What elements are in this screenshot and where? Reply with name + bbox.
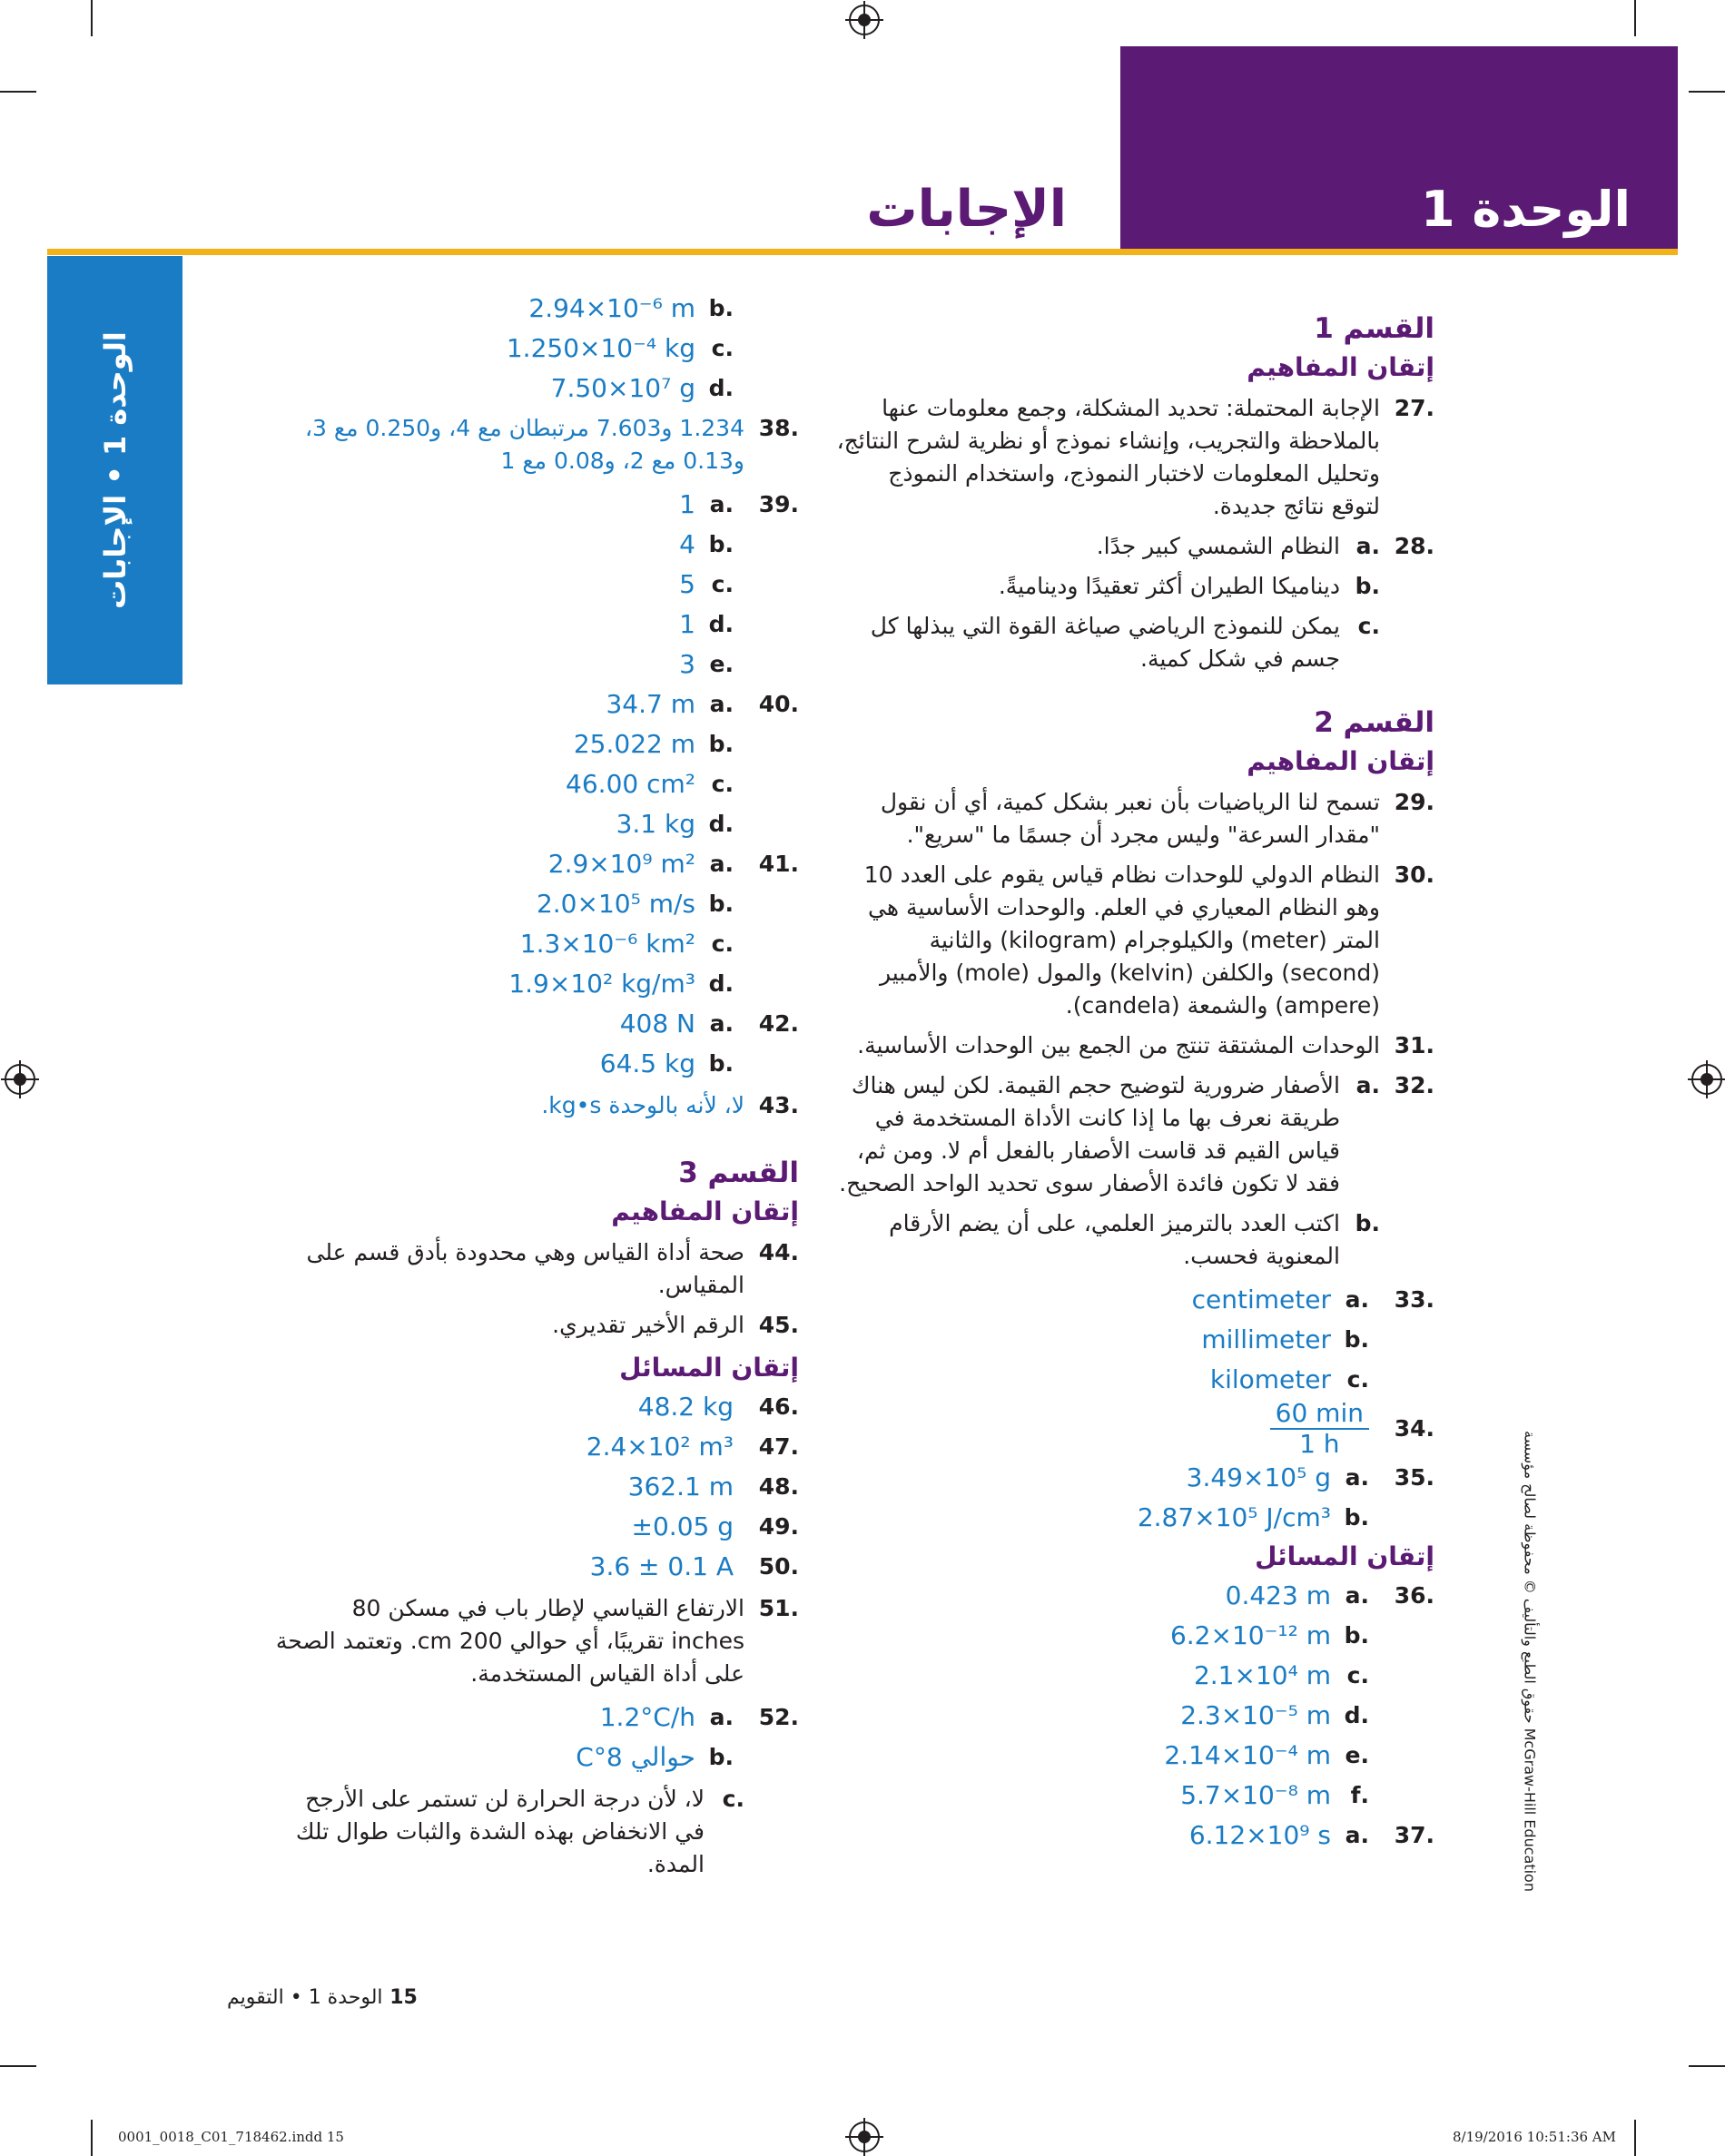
answer-value: 1.3×10⁻⁶ km² <box>519 929 695 959</box>
crop-mark <box>0 91 36 93</box>
part-label: .c <box>711 771 734 797</box>
answer-value: centimeter <box>1191 1285 1331 1314</box>
part-label: .a <box>1355 1072 1380 1098</box>
answer-item <box>272 525 799 565</box>
part-label: .a <box>1345 1464 1369 1491</box>
part-label: .b <box>708 891 734 917</box>
answer-text: صحة أداة القياس وهي محدودة بأدق قسم على المقياس. <box>306 1239 744 1298</box>
answer-value: 2.9×10⁹ m² <box>547 849 695 879</box>
answer-text: لا، لأنه بالوحدة kg•s. <box>541 1092 744 1118</box>
answer-value: 64.5 kg <box>599 1048 695 1078</box>
part-label: .a <box>1355 533 1380 559</box>
answer-item <box>272 1044 799 1084</box>
answer-item <box>272 964 799 1004</box>
answer-value: 0.423 m <box>1225 1580 1331 1610</box>
answer-value: 2.4×10² m³ <box>586 1432 734 1462</box>
answer-item <box>835 1069 1434 1200</box>
answer-item <box>272 1738 799 1777</box>
answer-item <box>835 1816 1434 1856</box>
answer-item <box>272 412 799 477</box>
answer-item <box>272 645 799 684</box>
part-label: .b <box>708 731 734 757</box>
question-number: .44 <box>758 1239 799 1265</box>
section-subtitle: إتقان المسائل <box>1255 1541 1434 1571</box>
answer-value: kilometer <box>1209 1364 1331 1394</box>
answer-item <box>272 724 799 764</box>
answer-item <box>272 1467 799 1507</box>
file-slug: 0001_0018_C01_718462.indd 15 <box>118 2129 344 2145</box>
question-number: .27 <box>1394 395 1434 421</box>
answer-text: اكتب العدد بالترميز العلمي، على أن يضم الأرقام المعنوية فحسب. <box>889 1210 1340 1269</box>
answer-item <box>835 1498 1434 1538</box>
crop-mark <box>91 2120 93 2156</box>
answer-value: 3 <box>679 649 695 679</box>
answer-value: 1 <box>679 609 695 639</box>
question-number: .35 <box>1394 1464 1434 1491</box>
answer-item <box>835 1320 1434 1360</box>
answer-value: 34.7 m <box>606 689 695 719</box>
answer-item <box>835 570 1434 603</box>
answer-value: 4 <box>679 529 695 559</box>
answer-text: الارتفاع القياسي لإطار باب في مسكن 80 inches تقريبًا، أي حوالي 200 cm. وتعتمد الصحة على أداة القياس المستخدمة. <box>275 1595 744 1687</box>
answer-item <box>272 1783 799 1881</box>
registration-mark-icon <box>849 5 880 35</box>
part-label: .a <box>709 691 734 717</box>
part-label: .b <box>1344 1326 1369 1353</box>
crop-mark <box>1634 0 1636 36</box>
answer-item <box>272 1547 799 1587</box>
part-label: .a <box>709 1010 734 1037</box>
question-number: .49 <box>758 1513 799 1540</box>
answer-value: 3.6 ± 0.1 A <box>589 1551 734 1581</box>
answer-item <box>835 1576 1434 1616</box>
answer-item <box>272 369 799 409</box>
answer-text: الأصفار ضرورية لتوضيح حجم القيمة. لكن ليس هناك طريقة نعرف بها ما إذا كانت الأداة المستخدمة في قياس القيم قد قاست الأصفار بالفعل أم لا. ومن ثم، فقد لا تكون فائدة الأصفار سوى تحديد الواحد الصحيح. <box>839 1072 1340 1196</box>
answer-item <box>272 924 799 964</box>
section-subtitle: إتقان المفاهيم <box>1247 352 1434 382</box>
part-label: .d <box>708 811 734 837</box>
answer-value: 2.94×10⁻⁶ m <box>528 293 695 323</box>
answer-item <box>835 1280 1434 1320</box>
answer-value: 2.3×10⁻⁵ m <box>1180 1700 1331 1730</box>
part-label: .c <box>1346 1366 1369 1393</box>
section-title: القسم 1 <box>1314 312 1434 345</box>
question-number: .46 <box>758 1393 799 1420</box>
answer-value: 3.49×10⁵ g <box>1186 1462 1331 1492</box>
answer-text: الرقم الأخير تقديري. <box>552 1312 744 1338</box>
answer-value: 7.50×10⁷ g <box>550 373 695 403</box>
header-rule <box>47 249 1678 255</box>
answer-text: تسمح لنا الرياضيات بأن نعبر بشكل كمية، أي أن نقول "مقدار السرعة" وليس مجرد أن جسمًا ما "سريع". <box>880 789 1380 848</box>
answer-value: 2.1×10⁴ m <box>1193 1660 1331 1690</box>
part-label: .c <box>1357 613 1380 639</box>
registration-mark-icon <box>1691 1064 1722 1095</box>
answer-text: الإجابة المحتملة: تحديد المشكلة، وجمع معلومات عنها بالملاحظة والتجريب، وإنشاء نموذج أو نظرية لشرح النتائج، وتحليل المعلومات لاختبار النموذج، واستخدام النموذج لتوقع نتائج جديدة. <box>836 395 1380 519</box>
part-label: .e <box>1345 1742 1369 1768</box>
answer-item <box>272 1236 799 1302</box>
section-subtitle: إتقان المسائل <box>619 1353 799 1383</box>
page-footer <box>227 1986 418 2009</box>
answer-item <box>272 1507 799 1547</box>
part-label: .d <box>1344 1702 1369 1728</box>
side-tab-label: الوحدة 1 • الإجابات <box>97 331 133 609</box>
question-number: .45 <box>758 1312 799 1338</box>
question-number: .43 <box>758 1092 799 1118</box>
question-number: .47 <box>758 1433 799 1460</box>
part-label: .a <box>1345 1582 1369 1609</box>
registration-mark-icon <box>5 1064 35 1095</box>
part-label: .a <box>709 1704 734 1730</box>
answer-item <box>272 764 799 804</box>
answer-item <box>835 1736 1434 1776</box>
answer-text: يمكن للنموذج الرياضي صياغة القوة التي يبذلها كل جسم في شكل كمية. <box>870 613 1340 672</box>
crop-mark <box>1689 2065 1725 2067</box>
answer-value: 1.2°C/h <box>599 1702 695 1732</box>
part-label: .e <box>709 651 734 677</box>
crop-mark <box>0 2065 36 2067</box>
answer-item <box>272 329 799 369</box>
part-label: .a <box>1345 1822 1369 1848</box>
part-label: .c <box>722 1786 744 1812</box>
part-label: .c <box>1346 1662 1369 1688</box>
part-label: .b <box>1355 1210 1380 1236</box>
question-number: .32 <box>1394 1072 1434 1098</box>
answer-item <box>835 530 1434 563</box>
question-number: .50 <box>758 1553 799 1580</box>
part-label: .d <box>708 375 734 401</box>
answer-item <box>835 786 1434 852</box>
part-label: .c <box>711 335 734 361</box>
fraction-denominator: 1 h <box>1299 1429 1340 1459</box>
answer-item <box>835 1776 1434 1816</box>
answer-value: 408 N <box>619 1009 695 1039</box>
answer-item <box>835 392 1434 523</box>
answer-text: ديناميكا الطيران أكثر تعقيدًا وديناميةً. <box>998 573 1340 599</box>
answer-text: النظام الدولي للوحدات نظام قياس يقوم على العدد 10 وهو النظام المعياري في العلم. والوحدات الأساسية هي المتر (meter) والكيلوجرام (kilogram) والثانية (second) والكلفن (kelvin) والمول (mole) والأمبير (ampere) والشمعة (candela). <box>863 861 1380 1019</box>
answer-item <box>272 605 799 645</box>
answer-item <box>835 1656 1434 1696</box>
question-number: .34 <box>1394 1415 1434 1442</box>
answer-item <box>272 684 799 724</box>
answer-value: millimeter <box>1201 1324 1331 1354</box>
question-number: .52 <box>758 1704 799 1730</box>
question-number: .33 <box>1394 1286 1434 1313</box>
question-number: .41 <box>758 851 799 877</box>
part-label: .b <box>1355 573 1380 599</box>
question-number: .37 <box>1394 1822 1434 1848</box>
answer-value: 5.7×10⁻⁸ m <box>1180 1780 1331 1810</box>
answer-item <box>272 1698 799 1738</box>
question-number: .40 <box>758 691 799 717</box>
answer-value: 5 <box>679 569 695 599</box>
unit-title-band <box>1120 46 1678 249</box>
answer-text: الوحدات المشتقة تنتج من الجمع بين الوحدات الأساسية. <box>857 1032 1380 1058</box>
answer-item <box>272 884 799 924</box>
answer-item <box>272 565 799 605</box>
part-label: .b <box>708 295 734 321</box>
answer-value: ±0.05 g <box>631 1511 734 1541</box>
question-number: .29 <box>1394 789 1434 815</box>
answers-title: الإجابات <box>866 180 1067 239</box>
answer-item <box>272 1592 799 1690</box>
answer-item <box>835 610 1434 675</box>
fraction <box>1270 1399 1369 1459</box>
part-label: .d <box>708 970 734 997</box>
registration-mark-icon <box>849 2122 880 2152</box>
answer-value: 3.1 kg <box>616 809 695 839</box>
answer-item <box>272 1004 799 1044</box>
part-label: .b <box>708 1744 734 1770</box>
answer-item <box>835 1207 1434 1273</box>
fraction-numerator: 60 min <box>1270 1399 1369 1430</box>
answer-value: 1.250×10⁻⁴ kg <box>506 333 695 363</box>
answer-value: 1 <box>679 489 695 519</box>
answer-item <box>835 1029 1434 1062</box>
timestamp-slug: 8/19/2016 10:51:36 AM <box>1452 2129 1616 2145</box>
part-label: .d <box>708 611 734 637</box>
answer-item <box>835 1400 1434 1458</box>
answer-value: 48.2 kg <box>637 1392 734 1422</box>
answer-item <box>272 1089 799 1122</box>
part-label: .f <box>1350 1782 1369 1808</box>
answer-item <box>835 1696 1434 1736</box>
answer-value: 1.9×10² kg/m³ <box>508 969 695 999</box>
question-number: .42 <box>758 1010 799 1037</box>
question-number: .48 <box>758 1473 799 1500</box>
answer-value: 6.2×10⁻¹² m <box>1169 1620 1331 1650</box>
answer-item <box>272 485 799 525</box>
crop-mark <box>91 0 93 36</box>
part-label: .b <box>1344 1504 1369 1531</box>
right-column <box>835 290 1434 1856</box>
answer-value: 25.022 m <box>573 729 695 759</box>
answer-item <box>272 804 799 844</box>
part-label: .a <box>1345 1286 1369 1313</box>
question-number: .30 <box>1394 861 1434 888</box>
answer-value: 2.0×10⁵ m/s <box>536 889 695 919</box>
part-label: .c <box>711 930 734 957</box>
answer-value: 6.12×10⁹ s <box>1188 1820 1331 1850</box>
answer-value: 46.00 cm² <box>566 769 695 799</box>
answer-text: النظام الشمسي كبير جدًا. <box>1096 533 1340 559</box>
answer-text: لا، لأن درجة الحرارة لن تستمر على الأرجح في الانخفاض بهذه الشدة والثبات طوال تلك المدة. <box>295 1786 705 1877</box>
answer-item <box>835 1458 1434 1498</box>
page-label: الوحدة 1 • التقويم <box>227 1986 383 2009</box>
answer-item <box>272 289 799 329</box>
section-title: القسم 3 <box>678 1157 799 1189</box>
answer-value: حوالي 8°C <box>576 1742 695 1772</box>
left-column <box>272 289 799 1888</box>
answer-item <box>835 1360 1434 1400</box>
question-number: .31 <box>1394 1032 1434 1058</box>
part-label: .c <box>711 571 734 597</box>
answer-value: 362.1 m <box>627 1472 734 1501</box>
question-number: .38 <box>758 415 799 441</box>
crop-mark <box>1634 2120 1636 2156</box>
question-number: .39 <box>758 491 799 517</box>
answer-item <box>272 1427 799 1467</box>
answer-item <box>835 1616 1434 1656</box>
question-number: .51 <box>758 1595 799 1621</box>
answer-value: 2.14×10⁻⁴ m <box>1164 1740 1331 1770</box>
part-label: .a <box>709 851 734 877</box>
section-subtitle: إتقان المفاهيم <box>611 1196 799 1226</box>
part-label: .a <box>709 491 734 517</box>
page-number: 15 <box>389 1986 418 2009</box>
side-tab <box>47 256 182 684</box>
answer-item <box>272 1309 799 1342</box>
answer-item <box>272 844 799 884</box>
section-title: القسم 2 <box>1314 706 1434 739</box>
answer-text: 1.234 و7.603 مرتبطان مع 4، و0.250 مع 3، و0.13 مع 2، و0.08 مع 1 <box>304 415 744 474</box>
part-label: .b <box>708 1050 734 1077</box>
question-number: .28 <box>1394 533 1434 559</box>
answer-value: 2.87×10⁵ J/cm³ <box>1137 1502 1331 1532</box>
crop-mark <box>1689 91 1725 93</box>
copyright-notice: حقوق الطبع والتأليف © محفوظة لصالح مؤسسة McGraw-Hill Education <box>1521 1431 1539 1892</box>
unit-title: الوحدة 1 <box>1420 181 1631 238</box>
part-label: .b <box>708 531 734 557</box>
part-label: .b <box>1344 1622 1369 1649</box>
answer-item <box>272 1387 799 1427</box>
question-number: .36 <box>1394 1582 1434 1609</box>
answer-item <box>835 859 1434 1022</box>
section-subtitle: إتقان المفاهيم <box>1247 746 1434 776</box>
